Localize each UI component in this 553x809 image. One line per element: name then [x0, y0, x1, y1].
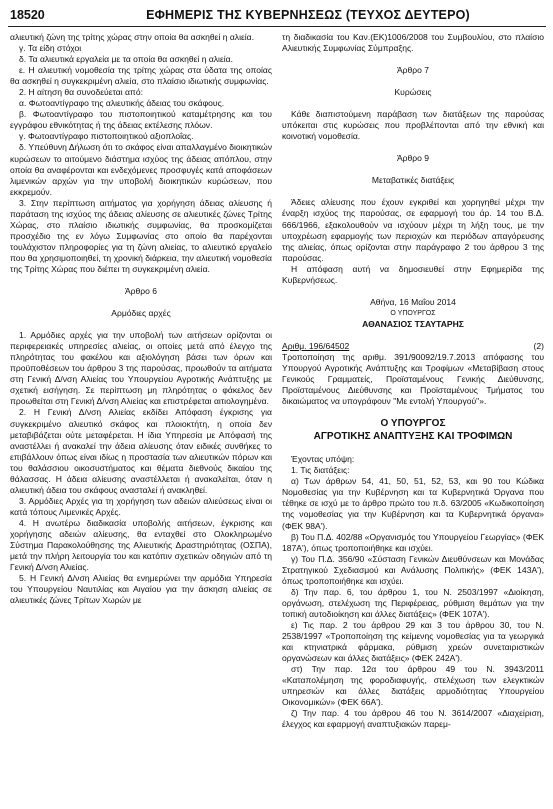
paragraph: 2. Η αίτηση θα συνοδεύεται από:: [19, 87, 143, 98]
paragraph: Κάθε διαπιστούμενη παράβαση των διατάξεων της παρούσας υπόκειται στις κυρώσεις που προβλέπονται από την εθνική και κοινοτική νομοθεσία.: [282, 109, 544, 142]
decision-sequence: (2): [533, 340, 544, 351]
provision-item: γ) Του Π.Δ. 356/90 «Σύσταση Γενικών Διευθύνσεων και Μονάδας Στρατηγικού Σχεδιασμού και Ανάλυσης Πολιτικής» (ΦΕΚ 143Α'), όπως τροποποιήθηκε και ισχύει.: [282, 553, 544, 586]
decision-number: Αριθμ. 196/64502: [282, 340, 350, 351]
provision-item: β) Του Π.Δ. 402/88 «Οργανισμός του Υπουργείου Γεωργίας» (ΦΕΚ 187Α'), όπως τροποποιήθηκε και ισχύει.: [282, 531, 544, 553]
paragraph: Άδειες αλίευσης που έχουν εγκριθεί και χορηγηθεί μέχρι την έναρξη ισχύος της παρούσας, σε εφαρμογή του άρ. 14 του Β.Δ. 666/1966, εξακολουθούν να ισχύουν μέχρι τη λήξη τους, με την υποχρέωση εφαρμογής των περιοχών και περιόδων απαγόρευσης της αλιείας, όπως ορίζονται στην παράγραφο 2 του άρθρου 3 της παρούσας.: [282, 197, 544, 263]
spacer: [282, 142, 544, 153]
considering-line: Έχοντας υπόψη:: [291, 454, 355, 465]
provision-item: ζ) Την παρ. 4 του άρθρου 46 του Ν. 3614/2007 «Διαχείριση, έλεγχος και εφαρμογή αναπτυξιακών παρεμ-: [282, 708, 544, 730]
spacer: [10, 319, 272, 330]
signing-date: Αθήνα, 16 Μαΐου 2014: [370, 296, 456, 307]
header-rule: [8, 26, 546, 27]
paragraph: δ. Υπεύθυνη Δήλωση ότι το σκάφος είναι απαλλαγμένο διοικητικών κυρώσεων το αιτούμενο διάστημα ισχύος της άδειας απόπλου, στην οποία θα αναφέρονται και ενδεχόμενες προσφυγές κατά αποφάσεων λιμενικών αρχών για την υποβολή διοικητικών κυρώσεων, που εκκρεμούν.: [10, 142, 272, 197]
paragraph: γ. Φωτοαντίγραφο πιστοποιητικού αξιοπλοΐας.: [19, 131, 194, 142]
provision-item: α) Των άρθρων 54, 41, 50, 51, 52, 53, και 90 του Κώδικα Νομοθεσίας για την Κυβέρνηση και τα Κυβερνητικά Όργανα που τέθηκε σε ισχύ με το άρθρο πρώτο του π.δ. 63/2005 «Κωδικοποίηση της νομοθεσίας για την Κυβέρνηση και τα Κυβερνητικά όργανα» (ΦΕΚ 98Α').: [282, 476, 544, 531]
paragraph: 3. Στην περίπτωση αιτήματος για χορήγηση άδειας αλίευσης ή παράταση της ισχύος της άδειας αλίευσης σε αλιευτικές ζώνες Τρίτης Χώρας, στο πλαίσιο ιδιωτικής συμφωνίας, θα προσκομίζεται προσχέδιο της εν λόγω Συμφωνίας στο οποίο θα παρέχονται τουλάχιστον πληροφορίες για τη ζώνη αλιείας, το αλιευτικό εργαλείο που θα χρησιμοποιηθεί, τη χρονική διάρκεια, την αλιευτική νομοθεσία της Τρίτης Χώρας που διέπει τη συγκεκριμένη αλιεία.: [10, 197, 272, 274]
right-column: [282, 32, 544, 804]
decision-number-line: [282, 341, 544, 352]
spacer: [282, 164, 544, 175]
spacer: [282, 76, 544, 87]
article-9-title: Άρθρο 9: [396, 153, 430, 164]
paragraph: 2. Η Γενική Δ/νση Αλιείας εκδίδει Απόφαση έγκρισης για συγκεκριμένο αλιευτικό σκάφος και πλοιοκτήτη, η οποία δεν μεταβιβάζεται ούτε μεταφέρεται. Η ίδια Υπηρεσία με Απόφασή της αναστέλλει ή ανακαλεί την άδεια αλίευσης όταν ειδικές συνθήκες το επιβάλλουν όπως είναι ιδίως η προστασία των αλιευτικών πόρων και του θαλάσσιου οικοσυστήματος και θέματα διεθνούς δικαίου της θάλασσας. Η άδεια αλίευσης αναστέλλεται ή ανακαλείται, όταν η αλιευτική άδεια του σκάφους ανασταλεί ή ανακληθεί.: [10, 407, 272, 495]
provision-item: στ) Την παρ. 12α του άρθρου 49 του Ν. 3943/2011 «Καταπολέμηση της φοροδιαφυγής, στελέχωση των ελεγκτικών υπηρεσιών και άλλες διατάξεις αρμοδιότητας Υπουργείου Οικονομικών» (ΦΕΚ 66Α').: [282, 664, 544, 708]
ministry-heading-2: ΑΓΡΟΤΙΚΗΣ ΑΝΑΠΤΥΞΗΣ ΚΑΙ ΤΡΟΦΙΜΩΝ: [313, 430, 513, 442]
provisions-line: 1. Τις διατάξεις:: [291, 465, 350, 476]
provision-item: ε) Τις παρ. 2 του άρθρου 29 και 3 του άρθρου 30, του Ν. 2538/1997 «Τροποποίηση της κείμενης νομοθεσίας για τα γεωργικά και κτηνιατρικά φάρμακα, ρύθμιση χρεών συνεταιριστικών οργανώσεων και άλλες διατάξεις» (ΦΕΚ 242Α').: [282, 619, 544, 664]
article-7-title: Άρθρο 7: [396, 65, 430, 76]
ministry-heading-1: Ο ΥΠΟΥΡΓΟΣ: [380, 418, 446, 430]
signer-role: Ο ΥΠΟΥΡΓΟΣ: [390, 309, 436, 317]
paragraph: β. Φωτοαντίγραφο του πιστοποιητικού καταμέτρησης και του εγγράφου εθνικότητας ή της άδειας εκτέλεσης πλόων.: [10, 109, 272, 131]
gazette-title: ΕΦΗΜΕΡΙΣ ΤΗΣ ΚΥΒΕΡΝΗΣΕΩΣ (ΤΕΥΧΟΣ ΔΕΥΤΕΡΟ): [146, 8, 470, 22]
article-7-heading: Κυρώσεις: [394, 87, 432, 98]
spacer: [10, 275, 272, 286]
spacer: [282, 98, 544, 109]
spacer: [282, 186, 544, 197]
left-column: [10, 32, 272, 804]
decision-summary: Τροποποίηση της αριθμ. 391/90092/19.7.2013 απόφασης του Υπουργού Αγροτικής Ανάπτυξης και Τροφίμων «Μεταβίβαση στους Γενικούς Γραμματείς, Προϊσταμένους Γενικής Διεύθυνσης, Προϊσταμένους Διεύθυνσης και Προϊσταμένους Τμήματος του δικαιώματος να υπογράφουν "Με εντολή Υπουργού"».: [282, 351, 544, 407]
paragraph: τη διαδικασία του Καν.(ΕΚ)1006/2008 του Συμβουλίου, στο πλαίσιο Αλιευτικής Συμφωνίας Σύμπραξης.: [282, 32, 544, 54]
paragraph: 1. Αρμόδιες αρχές για την υποβολή των αιτήσεων ορίζονται οι περιφερειακές υπηρεσίες αλιείας, οι οποίες μετά από έλεγχο της πληρότητας του φακέλου και αξιολόγηση βάσει των όρων και προϋποθέσεων του άρθρου 3 της παρούσας, προωθούν τα αιτήματα στη Γενική Δ/νση Αλιείας του Υπουργείου Αγροτικής Ανάπτυξης με σχετική εισήγηση. Σε περίπτωση μη πληρότητας ο φάκελος δεν προωθείται στη Γενική Δ/νση Αλιείας και επιστρέφεται αιτιολογημένα.: [10, 330, 272, 407]
spacer: [282, 443, 544, 454]
paragraph: δ. Τα αλιευτικά εργαλεία με τα οποία θα ασκηθεί η αλιεία.: [19, 54, 233, 65]
article-6-title: Άρθρο 6: [124, 286, 158, 297]
paragraph: 4. Η ανωτέρω διαδικασία υποβολής αιτήσεων, έγκρισης και χορήγησης αδειών αλίευσης, θα ενταχθεί στο Ολοκληρωμένο Σύστημα Παρακολούθησης της Αλιευτικής Δραστηριότητας (ΟΣΠΑ), μετά την πλήρη λειτουργία του και κατόπιν σχετικών οδηγιών από τη Γενική Δ/νση Αλιείας.: [10, 517, 272, 573]
paragraph: ε. Η αλιευτική νομοθεσία της τρίτης χώρας στα ύδατα της οποίας θα ασκηθεί η συγκεκριμένη αλιεία, στο πλαίσιο ιδιωτικής συμφωνίας.: [10, 65, 272, 87]
spacer: [282, 286, 544, 297]
signer-name: ΑΘΑΝΑΣΙΟΣ ΤΣΑΥΤΑΡΗΣ: [362, 318, 464, 329]
spacer: [10, 297, 272, 308]
paragraph: Η απόφαση αυτή να δημοσιευθεί στην Εφημερίδα της Κυβερνήσεως.: [282, 263, 544, 285]
article-6-heading: Αρμόδιες αρχές: [111, 308, 171, 319]
paragraph: γ. Τα είδη στόχοι: [19, 43, 82, 54]
paragraph: α. Φωτοαντίγραφο της αλιευτικής άδειας του σκάφους.: [19, 98, 225, 109]
paragraph: 3. Αρμόδιες Αρχές για τη χορήγηση των αδειών αλιεύσεως είναι οι κατά τόπους Λιμενικές Αρχές.: [10, 495, 272, 517]
paragraph: 5. Η Γενική Δ/νση Αλιείας θα ενημερώνει την αρμόδια Υπηρεσία του Υπουργείου Ναυτιλίας και Αιγαίου για την άσκηση αλιείας σε αλιευτικές ζώνες Τρίτων Χωρών με: [10, 573, 272, 606]
provision-item: δ) Την παρ. 6, του άρθρου 1, του Ν. 2503/1997 «Διοίκηση, οργάνωση, στελέχωση της Περιφέρειας, ρύθμιση θεμάτων για την τοπική αυτοδιοίκηση και άλλες διατάξεις» (ΦΕΚ 107Α').: [282, 586, 544, 619]
spacer: [282, 54, 544, 65]
spacer: [282, 407, 544, 418]
paragraph: αλιευτική ζώνη της τρίτης χώρας στην οποία θα ασκηθεί η αλιεία.: [10, 32, 254, 42]
spacer: [282, 330, 544, 341]
page-header: [10, 4, 544, 26]
article-9-heading: Μεταβατικές διατάξεις: [371, 175, 455, 186]
page-number: 18520: [10, 8, 45, 22]
